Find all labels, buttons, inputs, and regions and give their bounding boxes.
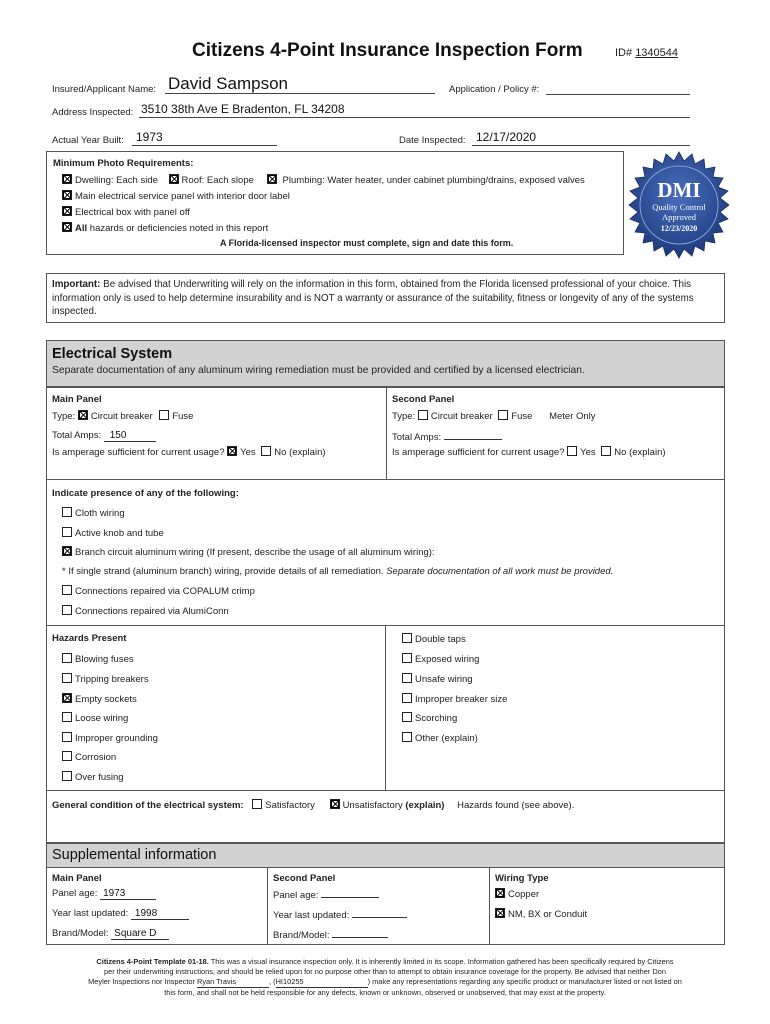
photo-hazards-bold: All: [75, 223, 88, 234]
address-value: 3510 38th Ave E Bradenton, FL 34208: [141, 102, 345, 116]
year-built-label: Actual Year Built:: [52, 135, 124, 146]
main-panel-amps-row: [52, 430, 156, 442]
presence-alumiconn-row: [62, 605, 229, 617]
main-panel-breaker-checkbox[interactable]: [78, 410, 88, 420]
hazard-scorching: [402, 712, 457, 724]
main-panel-no-label: No (explain): [274, 447, 326, 458]
hazard-blowing-fuses-label: Blowing fuses: [75, 654, 134, 665]
second-panel-no-label: No (explain): [614, 447, 666, 458]
main-panel-sufficient-row: [52, 446, 326, 458]
aluminum-wiring-label: Branch circuit aluminum wiring (If present, describe the usage of all aluminum wiring):: [75, 547, 435, 558]
inspector-note: A Florida-licensed inspector must complete, sign and date this form.: [220, 238, 514, 248]
hazard-loose-wiring-label: Loose wiring: [75, 713, 129, 724]
hazard-tripping-breakers-checkbox[interactable]: [62, 673, 72, 683]
supp-wiring-nm-row: [495, 908, 587, 920]
supp-main-age-value: 1973: [103, 888, 126, 899]
presence-aluminum-row: [62, 546, 435, 558]
supp-main-brand-label: Brand/Model:: [52, 928, 109, 939]
supp-main-brand-row: [52, 928, 169, 940]
hazard-empty-sockets-checkbox[interactable]: [62, 693, 72, 703]
hazard-blowing-fuses: [62, 653, 134, 665]
photo-roof-checkbox[interactable]: [169, 174, 179, 184]
hazard-over-fusing: [62, 771, 124, 783]
important-label: Important:: [52, 279, 101, 290]
form-id-value: 1340544: [635, 47, 679, 59]
main-panel-type-row: [52, 410, 193, 422]
condition-explain-label: (explain): [405, 800, 445, 811]
policy-label: Application / Policy #:: [449, 84, 540, 95]
form-id-label: ID#: [615, 47, 633, 59]
supp-second-age-label: Panel age:: [273, 890, 319, 901]
photo-plumbing-checkbox[interactable]: [267, 174, 277, 184]
second-panel-type-row: [392, 410, 596, 422]
second-panel-type-label: Type:: [392, 411, 416, 422]
footer-template-label: Citizens 4-Point Template 01-18.: [96, 957, 209, 966]
photo-req-row-4: [62, 222, 268, 234]
main-panel-fuse-label: Fuse: [172, 411, 194, 422]
hazard-exposed-wiring-checkbox[interactable]: [402, 653, 412, 663]
hazard-loose-wiring: [62, 712, 128, 724]
photo-electrical-box-label: Electrical box with panel off: [75, 207, 190, 218]
aluminum-note-italic: Separate documentation of all work must be provided.: [386, 566, 614, 577]
hazard-blowing-fuses-checkbox[interactable]: [62, 653, 72, 663]
condition-unsatisfactory-label: Unsatisfactory: [342, 800, 403, 811]
hazard-improper-breaker-label: Improper breaker size: [415, 694, 508, 705]
photo-req-row-2: [62, 190, 290, 202]
hazards-heading: Hazards Present: [52, 633, 127, 644]
date-inspected-label: Date Inspected:: [399, 135, 466, 146]
condition-row: [52, 799, 574, 811]
footer-text-3b: , (: [269, 977, 276, 986]
photo-plumbing-label: Plumbing: Water heater, under cabinet plumbing/drains, exposed valves: [282, 175, 585, 186]
dmi-quality-seal: [624, 150, 734, 260]
photo-main-panel-label: Main electrical service panel with interior door label: [75, 191, 290, 202]
presence-heading: Indicate presence of any of the following:: [52, 488, 239, 499]
supp-main-brand-value: Square D: [114, 928, 157, 939]
applicant-name-value: David Sampson: [168, 74, 289, 93]
second-panel-amps-label: Total Amps:: [392, 432, 442, 443]
page-title: Citizens 4-Point Insurance Inspection Form: [192, 40, 583, 61]
address-field[interactable]: [139, 102, 690, 118]
footer-license-value: HI10255: [275, 977, 304, 986]
hazard-other-checkbox[interactable]: [402, 732, 412, 742]
wiring-copper-checkbox[interactable]: [495, 888, 505, 898]
supp-second-updated-row: [273, 908, 407, 921]
hazard-tripping-breakers: [62, 673, 149, 685]
condition-note: Hazards found (see above).: [457, 800, 575, 811]
photo-hazards-checkbox[interactable]: [62, 222, 72, 232]
supp-main-heading: Main Panel: [52, 873, 102, 884]
second-panel-amps-field[interactable]: [444, 430, 502, 440]
main-panel-amps-label: Total Amps:: [52, 430, 102, 441]
main-panel-sufficient-label: Is amperage sufficient for current usage?: [52, 447, 225, 458]
supp-second-age-field[interactable]: [321, 888, 379, 898]
main-panel-no-checkbox[interactable]: [261, 446, 271, 456]
hazard-other-label: Other (explain): [415, 733, 478, 744]
footer-text-1: This was a visual insurance inspection only. It is inherently limited in its scope. Information gathered has been specifically required by Citizens: [208, 957, 674, 966]
second-panel-breaker-label: Circuit breaker: [430, 411, 493, 422]
electrical-title: Electrical System: [52, 346, 173, 362]
supp-main-age-row: [52, 888, 156, 900]
form-id: [615, 47, 678, 59]
supp-main-updated-value: 1998: [134, 908, 158, 919]
hazard-loose-wiring-checkbox[interactable]: [62, 712, 72, 722]
copalum-label: Connections repaired via COPALUM crimp: [75, 586, 255, 597]
date-inspected-value: 12/17/2020: [476, 130, 537, 144]
photo-main-panel-checkbox[interactable]: [62, 190, 72, 200]
hazard-improper-grounding-checkbox[interactable]: [62, 732, 72, 742]
hazards-divider: [385, 625, 386, 790]
main-panel-yes-checkbox[interactable]: [227, 446, 237, 456]
hazard-unsafe-wiring: [402, 673, 473, 685]
hazard-other: [402, 732, 478, 744]
wiring-nm-label: NM, BX or Conduit: [508, 909, 588, 920]
footer-text-3c: ) make any representations regarding any specific product or manufacturer listed or not listed on: [367, 977, 682, 986]
condition-label: General condition of the electrical system:: [52, 800, 244, 811]
hazard-empty-sockets-label: Empty sockets: [75, 694, 137, 705]
wiring-nm-checkbox[interactable]: [495, 908, 505, 918]
seal-line1: Quality Control: [652, 202, 706, 212]
supp-wiring-copper-row: [495, 888, 539, 900]
footer-license-field: [276, 977, 368, 988]
supp-divider-1: [267, 868, 268, 945]
important-text: [52, 278, 722, 319]
supplemental-title: Supplemental information: [52, 847, 217, 863]
main-panel-yes-label: Yes: [240, 447, 256, 458]
second-panel-breaker-checkbox[interactable]: [418, 410, 428, 420]
cloth-wiring-checkbox[interactable]: [62, 507, 72, 517]
presence-cloth-row: [62, 507, 125, 519]
hazard-double-taps-label: Double taps: [415, 634, 466, 645]
knob-tube-label: Active knob and tube: [75, 528, 164, 539]
main-panel-heading: Main Panel: [52, 394, 102, 405]
footer-line-3: [20, 977, 750, 988]
seal-date: 12/23/2020: [660, 224, 698, 233]
supp-main-age-field[interactable]: [100, 888, 156, 900]
policy-field[interactable]: [546, 82, 690, 95]
footer-inspector-value: Ryan Travis: [197, 977, 237, 986]
seal-line2: Approved: [662, 212, 696, 222]
photo-roof-label: Roof: Each slope: [181, 175, 254, 186]
hazard-tripping-breakers-label: Tripping breakers: [75, 674, 149, 685]
supp-main-updated-row: [52, 908, 189, 920]
main-panel-amps-value: 150: [109, 430, 127, 441]
footer-line-1: [20, 957, 750, 967]
main-panel-type-label: Type:: [52, 411, 76, 422]
second-panel-amps-row: [392, 430, 502, 443]
hazard-exposed-wiring-label: Exposed wiring: [415, 654, 480, 665]
year-built-field[interactable]: [132, 130, 277, 146]
supp-second-brand-field[interactable]: [332, 928, 388, 938]
supp-second-brand-label: Brand/Model:: [273, 930, 330, 941]
photo-req-row-1: [62, 174, 585, 186]
copalum-checkbox[interactable]: [62, 585, 72, 595]
hazard-improper-breaker-checkbox[interactable]: [402, 693, 412, 703]
hazard-double-taps: [402, 633, 466, 645]
photo-requirements-heading: Minimum Photo Requirements:: [53, 158, 194, 169]
condition-satisfactory-checkbox[interactable]: [252, 799, 262, 809]
supp-second-heading: Second Panel: [273, 873, 336, 884]
second-panel-meter-label: Meter Only: [549, 411, 596, 422]
hazard-exposed-wiring: [402, 653, 479, 665]
aluminum-note: * If single strand (aluminum branch) wiring, provide details of all remediation.: [62, 566, 387, 577]
hazard-improper-grounding: [62, 732, 158, 744]
hazard-scorching-checkbox[interactable]: [402, 712, 412, 722]
second-panel-yes-checkbox[interactable]: [567, 446, 577, 456]
electrical-subtitle: Separate documentation of any aluminum wiring remediation must be provided and certified by a licensed electrician.: [52, 365, 585, 376]
presence-knob-row: [62, 527, 164, 539]
date-inspected-field[interactable]: [472, 130, 690, 146]
aluminum-wiring-checkbox[interactable]: [62, 546, 72, 556]
footer-line-4: this form, and shall not be held responsible for any defects, known or unknown, observed or unobserved, that may exist at the property.: [164, 988, 606, 997]
second-panel-fuse-label: Fuse: [511, 411, 533, 422]
knob-tube-checkbox[interactable]: [62, 527, 72, 537]
main-panel-amps-field[interactable]: [104, 430, 156, 442]
main-panel-fuse-checkbox[interactable]: [159, 410, 169, 420]
condition-unsatisfactory-checkbox[interactable]: [330, 799, 340, 809]
photo-dwelling-checkbox[interactable]: [62, 174, 72, 184]
presence-note-row: [62, 566, 613, 577]
hazard-corrosion-label: Corrosion: [75, 752, 117, 763]
hazard-scorching-label: Scorching: [415, 713, 458, 724]
supp-second-updated-field[interactable]: [352, 908, 407, 918]
hazard-improper-breaker: [402, 693, 507, 705]
supp-main-updated-label: Year last updated:: [52, 908, 129, 919]
supp-second-brand-row: [273, 928, 388, 941]
applicant-name-label: Insured/Applicant Name:: [52, 84, 157, 95]
important-body: Be advised that Underwriting will rely on the information in this form, obtained from the Florida licensed professional of your choice. This information only is used to help determine insurability and is NOT a warranty or assurance of the suitability, fitness or longevity of any of the systems inspected.: [52, 279, 694, 317]
presence-copalum-row: [62, 585, 255, 597]
second-panel-fuse-checkbox[interactable]: [498, 410, 508, 420]
hazard-improper-grounding-label: Improper grounding: [75, 733, 158, 744]
hazards-bottom-rule: [46, 790, 725, 791]
second-panel-yes-label: Yes: [580, 447, 596, 458]
supp-second-age-row: [273, 888, 379, 901]
supp-main-age-label: Panel age:: [52, 888, 98, 899]
seal-brand: DMI: [657, 178, 701, 202]
second-panel-no-checkbox[interactable]: [601, 446, 611, 456]
photo-dwelling-label: Dwelling: Each side: [75, 175, 158, 186]
hazard-over-fusing-label: Over fusing: [75, 772, 124, 783]
supp-main-updated-field[interactable]: [131, 908, 189, 920]
cloth-wiring-label: Cloth wiring: [75, 508, 125, 519]
hazard-corrosion-checkbox[interactable]: [62, 751, 72, 761]
alumiconn-checkbox[interactable]: [62, 605, 72, 615]
address-label: Address Inspected:: [52, 107, 134, 118]
alumiconn-label: Connections repaired via AlumiConn: [75, 606, 229, 617]
second-panel-sufficient-row: [392, 446, 666, 458]
hazard-over-fusing-checkbox[interactable]: [62, 771, 72, 781]
footer-inspector-field: [197, 977, 269, 988]
hazard-empty-sockets: [62, 693, 137, 705]
main-panel-breaker-label: Circuit breaker: [90, 411, 153, 422]
supp-wiring-heading: Wiring Type: [495, 873, 549, 884]
footer-line-2: per their underwriting instructions, and should be relied upon for no purpose other than to attempt to obtain insurance coverage for the property. Be advised that neither Don: [104, 967, 666, 976]
wiring-copper-label: Copper: [508, 889, 540, 900]
applicant-name-field[interactable]: [165, 76, 435, 94]
photo-hazards-label: hazards or deficiencies noted in this report: [87, 223, 269, 234]
panel-divider: [386, 387, 387, 480]
hazard-corrosion: [62, 751, 116, 763]
year-built-value: 1973: [136, 130, 163, 144]
hazard-unsafe-wiring-label: Unsafe wiring: [415, 674, 473, 685]
second-panel-sufficient-label: Is amperage sufficient for current usage?: [392, 447, 565, 458]
second-panel-heading: Second Panel: [392, 394, 455, 405]
photo-req-row-3: [62, 206, 190, 218]
supp-second-updated-label: Year last updated:: [273, 910, 350, 921]
supp-divider-2: [489, 868, 490, 945]
hazard-unsafe-wiring-checkbox[interactable]: [402, 673, 412, 683]
hazard-double-taps-checkbox[interactable]: [402, 633, 412, 643]
supp-main-brand-field[interactable]: [111, 928, 169, 940]
condition-satisfactory-label: Satisfactory: [265, 800, 315, 811]
photo-electrical-box-checkbox[interactable]: [62, 206, 72, 216]
footer-disclaimer: [20, 957, 750, 998]
footer-text-3a: Meyler Inspections nor Inspector: [88, 977, 195, 986]
